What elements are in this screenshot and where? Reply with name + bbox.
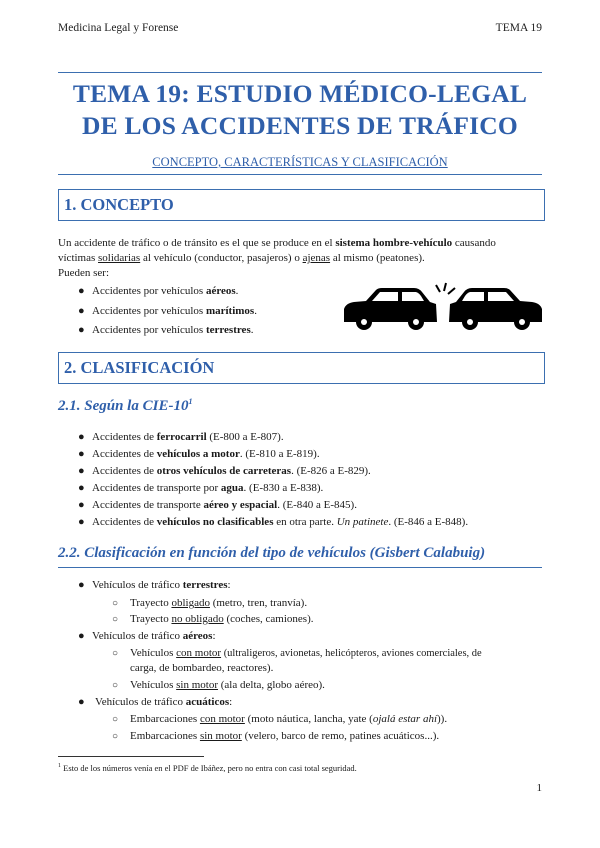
text: (coches, camiones).	[223, 613, 314, 625]
list-item-text	[92, 447, 320, 462]
concept-line-2	[58, 251, 548, 266]
text: Embarcaciones	[130, 730, 200, 742]
bullet: ●	[78, 305, 85, 317]
sub-bullet: ○	[112, 714, 119, 725]
running-header-left: Medicina Legal y Forense	[58, 22, 179, 34]
list-item-text	[92, 481, 323, 496]
text: Vehículos	[130, 647, 177, 659]
text: . (E-840 a E-845).	[277, 499, 357, 511]
text: (ala delta, globo aéreo).	[218, 679, 325, 691]
text: carga, de bombardeo, reactores).	[130, 662, 274, 674]
text: (velero, barco de remo, patines acuáticos...).	[241, 730, 440, 742]
text: :	[227, 579, 231, 591]
sub-list-item-text	[130, 729, 439, 744]
text: 2.1. Según la CIE-10	[58, 398, 189, 414]
running-header-right: TEMA 19	[495, 22, 542, 34]
list-item-text	[92, 498, 357, 513]
text: Accidentes de	[92, 448, 157, 460]
sub-bullet: ○	[112, 598, 119, 609]
text: . (E-826 a E-829).	[291, 465, 371, 477]
page-number: 1	[536, 782, 542, 794]
list-item-text	[92, 323, 253, 338]
bold-term: otros vehículos de carreteras	[156, 465, 292, 477]
text: :	[212, 630, 216, 642]
italic-term: Un patinete	[336, 516, 389, 528]
text: Accidentes por vehículos	[92, 324, 206, 336]
page-subtitle: CONCEPTO, CARACTERÍSTICAS Y CLASIFICACIÓN	[152, 155, 448, 169]
list-item-text	[92, 284, 238, 299]
sub-bullet: ○	[112, 731, 119, 742]
text: Accidentes por vehículos	[92, 285, 206, 297]
text: Accidentes de	[92, 431, 157, 443]
bold-term: vehículos no clasificables	[156, 516, 274, 528]
text: Un accidente de tráfico o de tránsito es el que se produce en el	[58, 237, 336, 249]
sub-list-item-text	[130, 712, 447, 727]
sub-bullet: ○	[112, 680, 119, 691]
footnote	[58, 763, 357, 773]
text: Vehículos	[130, 679, 177, 691]
sub-bullet: ○	[112, 648, 119, 659]
text: al mismo (peatones).	[330, 252, 425, 264]
underlined-term: ajenas	[302, 252, 331, 264]
bullet: ●	[78, 285, 85, 297]
sub-list-item-text	[130, 646, 544, 676]
list-item-text	[95, 695, 232, 710]
list-item-text	[92, 578, 231, 593]
text: (metro, tren, tranvía).	[209, 597, 308, 609]
bullet: ●	[78, 431, 85, 443]
text: Embarcaciones	[130, 713, 200, 725]
pueden-ser-label: Pueden ser:	[58, 267, 110, 279]
text: Accidentes de transporte por	[92, 482, 221, 494]
text: Accidentes de	[92, 516, 157, 528]
list-item-text	[92, 629, 216, 644]
text: . (E-810 a E-819).	[239, 448, 320, 460]
text: en otra parte.	[273, 516, 337, 528]
underlined-term: solidarias	[98, 252, 141, 264]
sub-bullet: ○	[112, 614, 119, 625]
list-item-text	[92, 515, 468, 530]
subsection-2-2-heading: 2.2. Clasificación en función del tipo de vehículos (Gisbert Calabuig)	[58, 545, 486, 561]
text: Trayecto	[130, 613, 172, 625]
bold-term: aéreo y espacial	[203, 499, 278, 511]
bullet: ●	[78, 448, 85, 460]
right-car-icon	[449, 288, 542, 330]
title-line-1: TEMA 19: ESTUDIO MÉDICO-LEGAL	[72, 79, 528, 108]
bullet: ●	[78, 499, 85, 511]
bold-term: acuáticos	[185, 696, 230, 708]
section-1-heading-box	[58, 189, 545, 221]
bullet: ●	[78, 324, 85, 336]
bold-term: ferrocarril	[156, 431, 207, 443]
bold-term: sistema hombre-vehículo	[335, 237, 453, 249]
subsection-2-1-heading	[58, 397, 192, 415]
text: :	[229, 696, 233, 708]
bullet: ●	[78, 465, 85, 477]
text: (E-800 a E-807).	[206, 431, 284, 443]
title-bottom-rule	[58, 174, 542, 175]
underlined-term: sin motor	[199, 730, 242, 742]
bullet: ●	[78, 482, 85, 494]
sub-list-item-text	[130, 596, 307, 611]
left-car-icon	[344, 288, 437, 330]
underlined-term: sin motor	[176, 679, 219, 691]
underlined-term: no obligado	[171, 613, 224, 625]
footnote-number: 1	[58, 763, 61, 770]
concept-line-1	[58, 236, 548, 251]
text: víctimas	[58, 252, 99, 264]
section-2-heading: 2. CLASIFICACIÓN	[64, 358, 215, 377]
text: .	[254, 305, 257, 317]
bold-term: marítimos	[205, 305, 255, 317]
text: . (E-846 a E-848).	[388, 516, 469, 528]
text: . (E-830 a E-838).	[243, 482, 324, 494]
footnote-separator	[58, 756, 204, 757]
text: (moto náutica, lancha, yate (	[244, 713, 373, 725]
text: Vehículos de tráfico	[92, 630, 183, 642]
car-crash-icon	[340, 282, 546, 334]
text: al vehículo (conductor, pasajeros) o	[140, 252, 303, 264]
bold-term: terrestres	[205, 324, 251, 336]
bold-term: terrestres	[182, 579, 228, 591]
subsection-2-2-rule	[58, 567, 542, 568]
page-title	[40, 78, 560, 142]
text: (ultraligeros, avionetas, helicópteros, aviones comerciales, de	[221, 648, 482, 659]
bold-term: aéreos	[205, 285, 236, 297]
bold-term: vehículos a motor	[156, 448, 240, 460]
title-line-2: DE LOS ACCIDENTES DE TRÁFICO	[82, 111, 518, 140]
bullet: ●	[78, 579, 85, 591]
italic-term: ojalá estar ahí	[372, 713, 438, 725]
text: Accidentes por vehículos	[92, 305, 206, 317]
sub-list-item-text	[130, 612, 314, 627]
list-item-text	[92, 464, 371, 479]
wrap-line	[130, 647, 482, 659]
text: Vehículos de tráfico	[92, 579, 183, 591]
underlined-term: con motor	[176, 647, 222, 659]
footnote-text: Esto de los números venía en el PDF de Ibáñez, pero no entra con casi total seguridad.	[61, 763, 357, 773]
text: .	[250, 324, 254, 336]
section-1-heading: 1. CONCEPTO	[64, 195, 174, 214]
sub-list-item-text	[130, 678, 325, 693]
bullet: ●	[78, 516, 85, 528]
text: .	[235, 285, 239, 297]
underlined-term: obligado	[171, 597, 210, 609]
text: Trayecto	[130, 597, 172, 609]
text: Accidentes de transporte	[92, 499, 204, 511]
title-top-rule	[58, 72, 542, 73]
underlined-term: con motor	[199, 713, 245, 725]
bold-term: agua	[220, 482, 244, 494]
text: Accidentes de	[92, 465, 157, 477]
footnote-ref: 1	[188, 397, 193, 406]
text: Vehículos de tráfico	[95, 696, 186, 708]
bullet: ●	[78, 696, 85, 708]
impact-lines-icon	[436, 283, 455, 294]
concept-paragraph	[58, 236, 548, 281]
text: causando	[452, 237, 496, 249]
text: )).	[437, 713, 448, 725]
section-2-heading-box	[58, 352, 545, 384]
list-item-text	[92, 430, 284, 445]
bullet: ●	[78, 630, 85, 642]
list-item-text	[92, 304, 257, 319]
bold-term: aéreos	[182, 630, 213, 642]
